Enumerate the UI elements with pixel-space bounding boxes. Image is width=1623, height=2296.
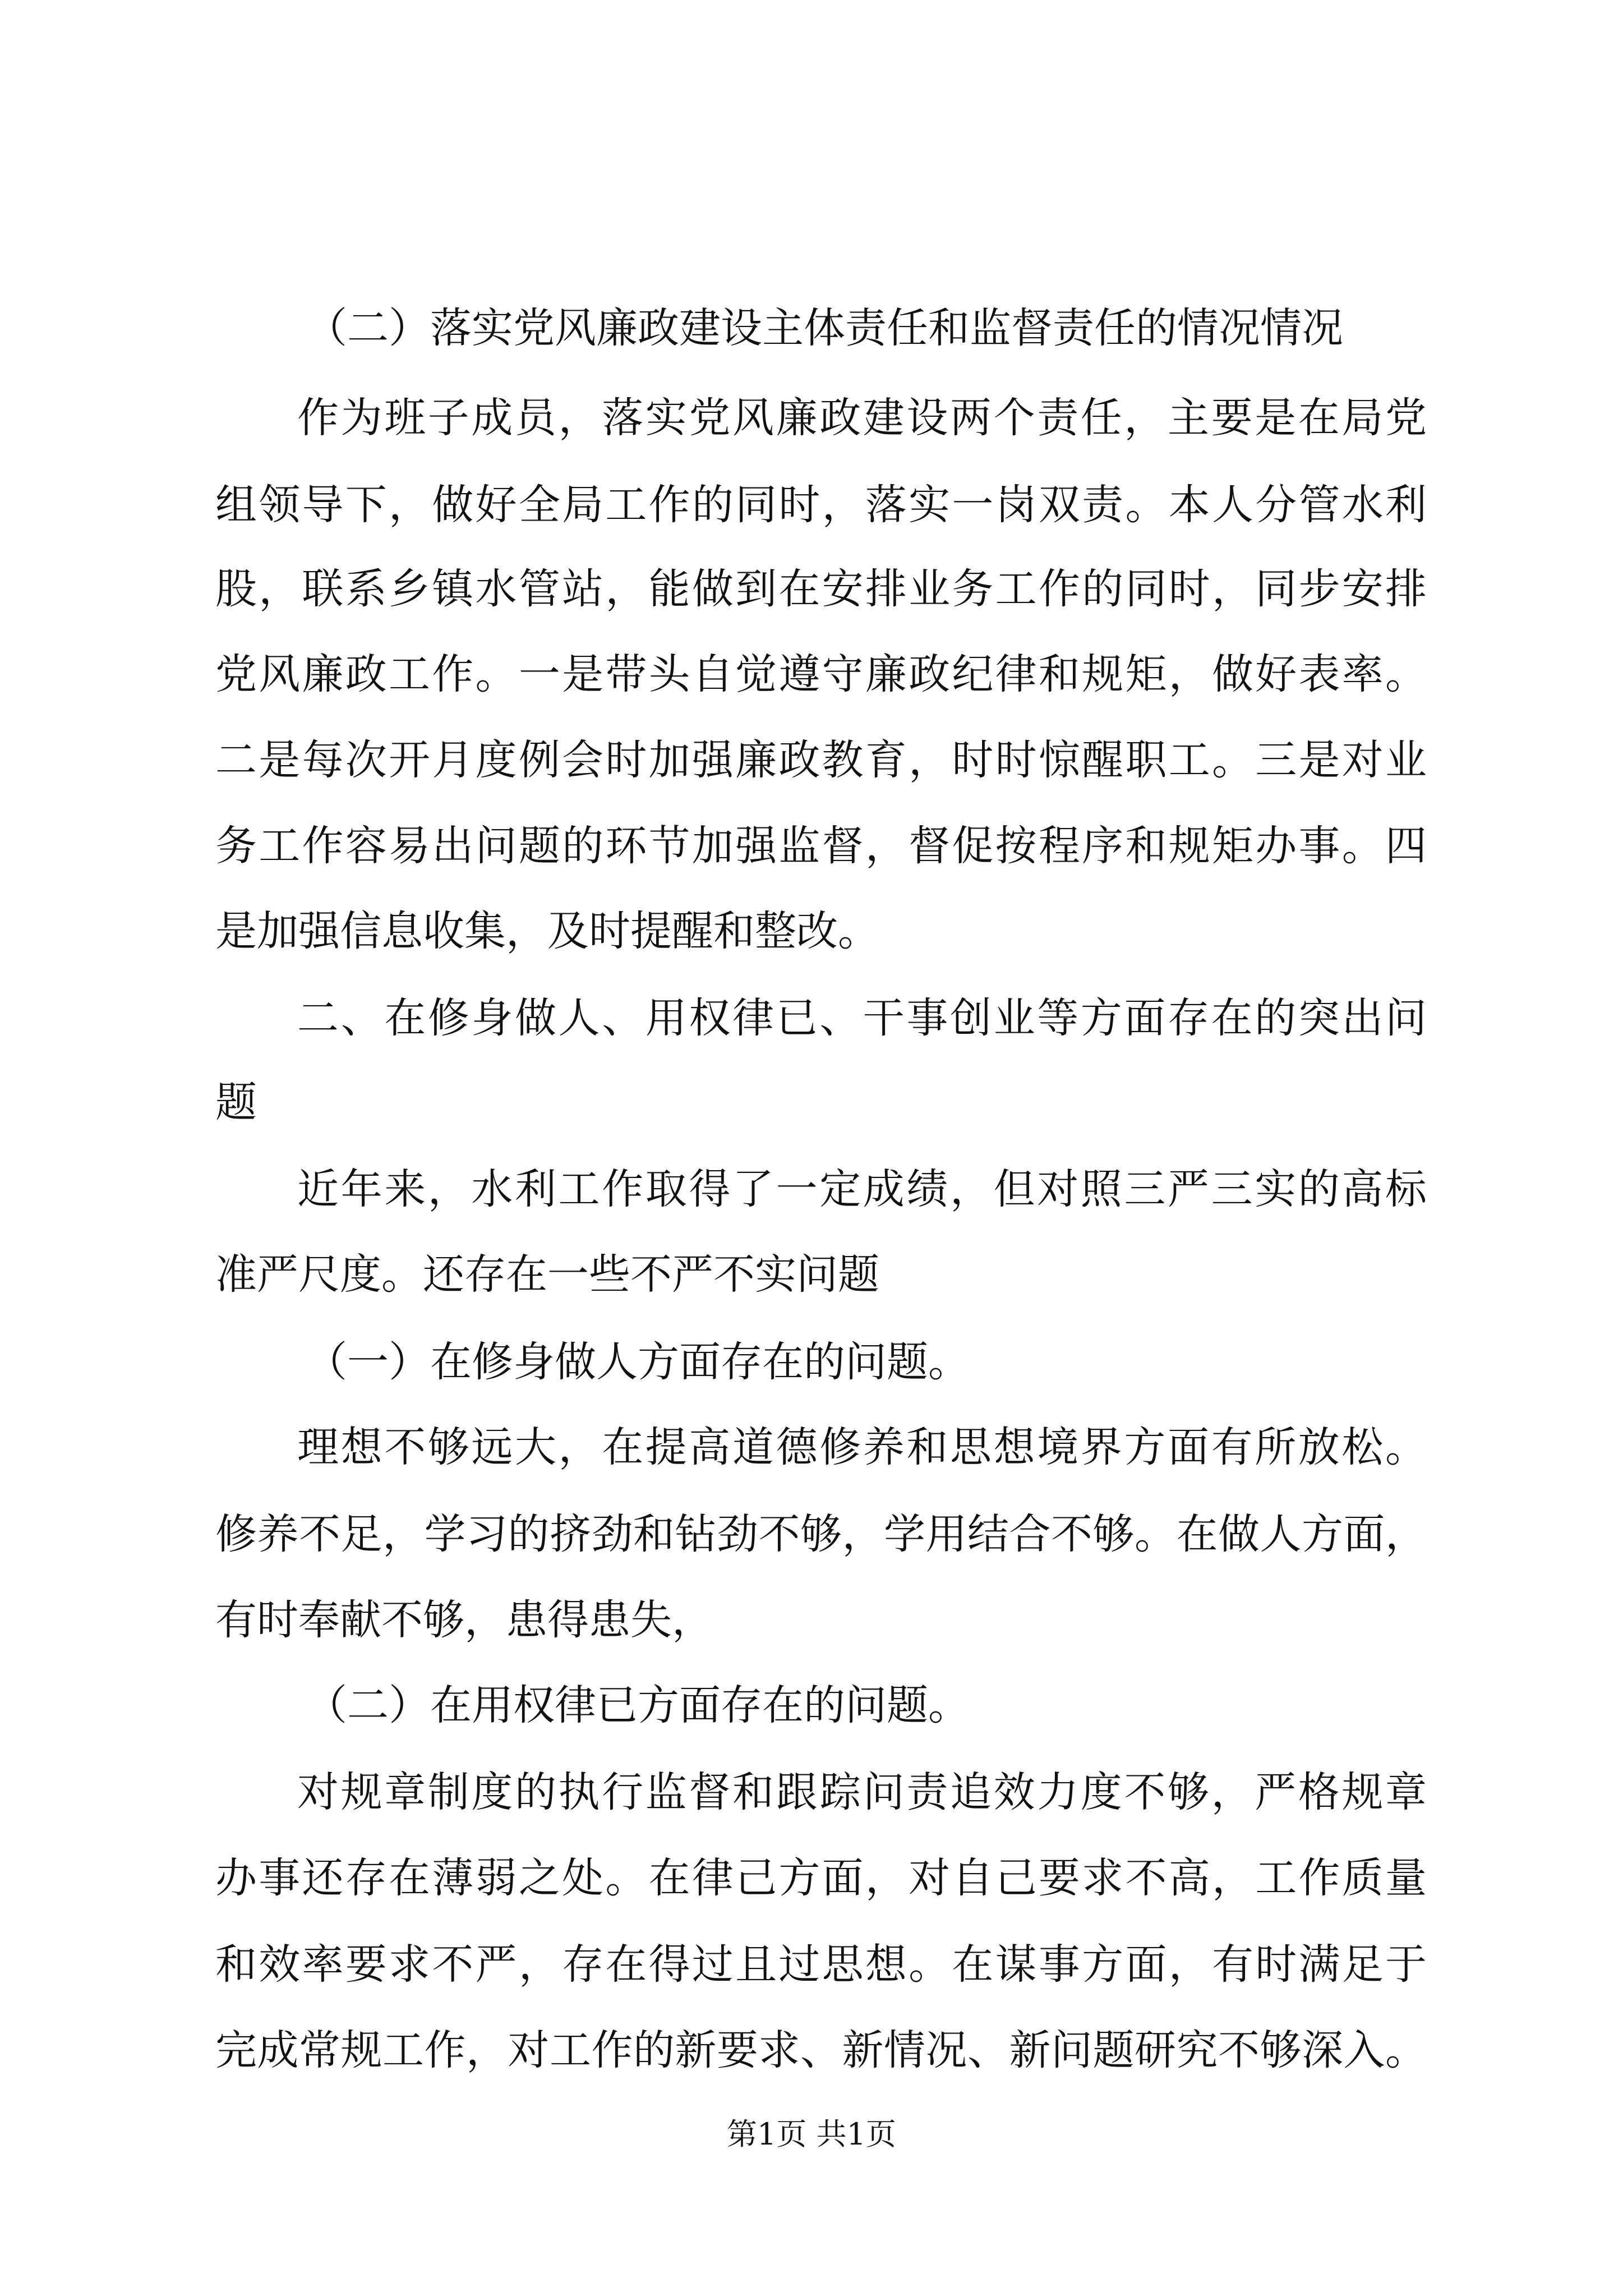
subsection-heading-2: （二）在用权律已方面存在的问题。 xyxy=(306,1681,970,1729)
section-heading-2: 二、在修身做人、用权律已、干事创业等方面存在的突出问 xyxy=(297,994,1427,1042)
paragraph-line: 理想不够远大，在提高道德修养和思想境界方面有所放松。 xyxy=(297,1423,1427,1471)
paragraph-line: 股，联系乡镇水管站，能做到在安排业务工作的同时，同步安排 xyxy=(215,565,1427,613)
subsection-heading-1: （一）在修身做人方面存在的问题。 xyxy=(306,1338,970,1386)
paragraph-line: 和效率要求不严，存在得过且过思想。在谋事方面，有时满足于 xyxy=(215,1940,1427,1989)
paragraph-line: 作为班子成员，落实党风廉政建设两个责任，主要是在局党 xyxy=(297,394,1427,442)
section-heading-2-cont: 题 xyxy=(215,1078,257,1126)
paragraph-line: 完成常规工作，对工作的新要求、新情况、新问题研究不够深入。 xyxy=(215,2026,1427,2074)
paragraph-line: 党风廉政工作。一是带头自觉遵守廉政纪律和规矩，做好表率。 xyxy=(215,650,1427,698)
paragraph-line: 修养不足，学习的挤劲和钻劲不够，学用结合不够。在做人方面， xyxy=(215,1510,1427,1558)
page-footer: 第1页 共1页 xyxy=(727,2116,896,2152)
paragraph-line: 组领导下，做好全局工作的同时，落实一岗双责。本人分管水利 xyxy=(215,481,1427,529)
paragraph-line: 有时奉献不够，患得患失， xyxy=(215,1596,713,1644)
paragraph-line: 办事还存在薄弱之处。在律己方面，对自己要求不高，工作质量 xyxy=(215,1854,1427,1902)
paragraph-line: 务工作容易出问题的环节加强监督，督促按程序和规矩办事。四 xyxy=(215,822,1427,870)
paragraph-line: 二是每次开月度例会时加强廉政教育，时时惊醒职工。三是对业 xyxy=(215,736,1427,784)
paragraph-line: 对规章制度的执行监督和跟踪问责追效力度不够，严格规章 xyxy=(297,1768,1427,1816)
paragraph-line: 是加强信息收集，及时提醒和整改。 xyxy=(215,907,879,955)
section-heading-2-2: （二）落实党风廉政建设主体责任和监督责任的情况情况 xyxy=(306,304,1343,352)
paragraph-line: 近年来，水利工作取得了一定成绩，但对照三严三实的高标 xyxy=(297,1165,1427,1213)
paragraph-line: 准严尺度。还存在一些不严不实问题 xyxy=(215,1250,879,1299)
